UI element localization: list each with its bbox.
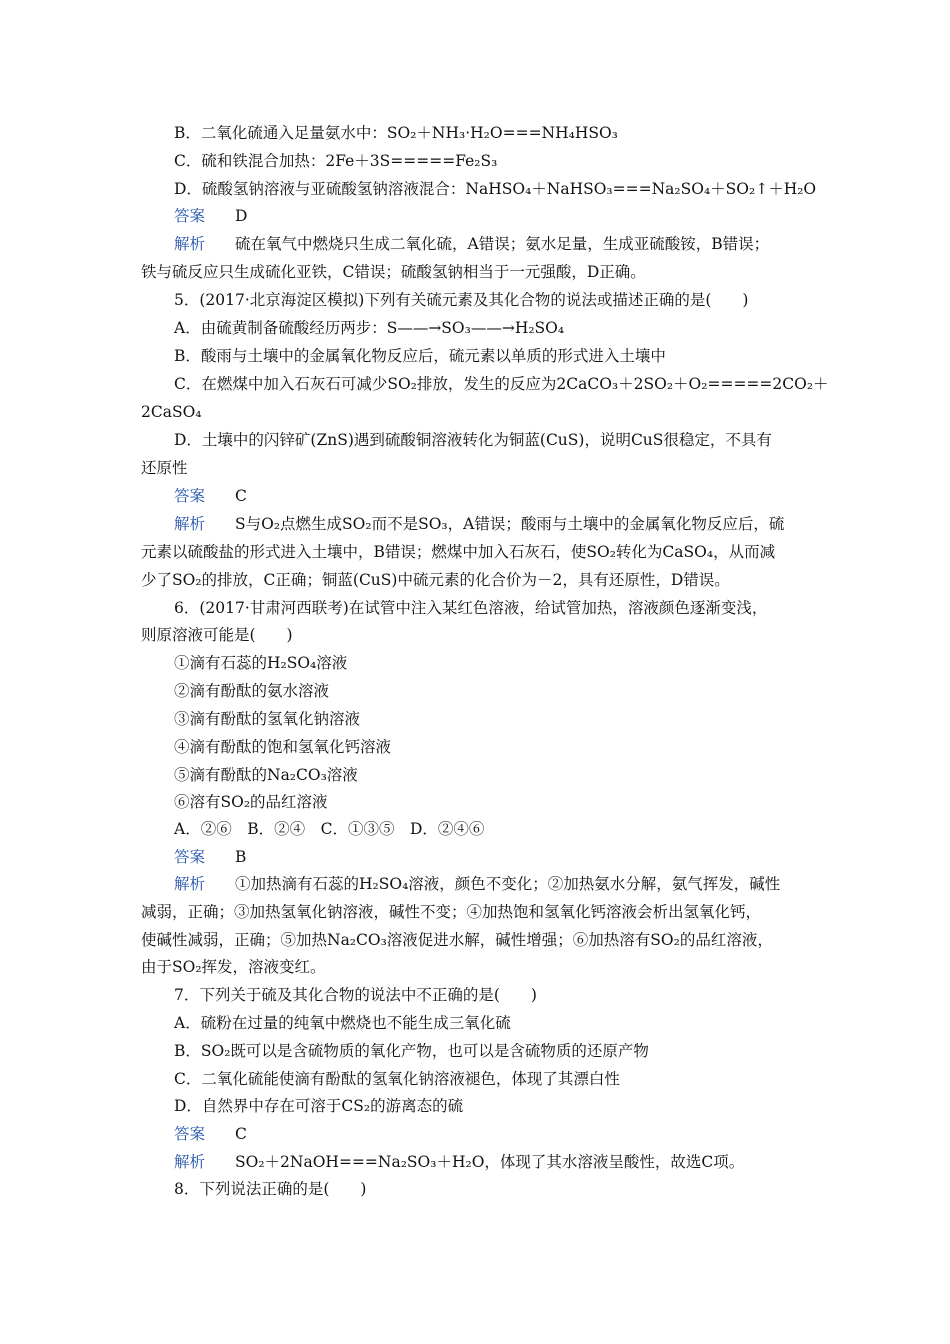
analysis-key: 解析 (174, 1153, 206, 1171)
analysis-key: 解析 (174, 235, 206, 253)
option-a: A．硫粉在过量的纯氧中燃烧也不能生成三氧化硫 (174, 1014, 511, 1032)
analysis-continued: 少了SO₂的排放，C正确；铜蓝(CuS)中硫元素的化合价为－2，具有还原性，D错误。 (141, 571, 730, 589)
option-c: C．在燃煤中加入石灰石可减少SO₂排放，发生的反应为2CaCO₃＋2SO₂＋O₂=====2CO₂＋ (174, 375, 829, 393)
choice-item: ②滴有酚酞的氨水溶液 (174, 682, 330, 700)
answer-line: 答案 D (174, 207, 248, 225)
option-d-continued: 还原性 (141, 459, 188, 477)
option-c: C．硫和铁混合加热：2Fe＋3S=====Fe₂S₃ (174, 152, 498, 170)
choice-item: ⑥溶有SO₂的品红溶液 (174, 793, 328, 811)
option-c: C．二氧化硫能使滴有酚酞的氢氧化钠溶液褪色，体现了其漂白性 (174, 1070, 620, 1088)
answer-key: 答案 (174, 848, 206, 866)
option-b: B．SO₂既可以是含硫物质的氧化产物，也可以是含硫物质的还原产物 (174, 1042, 649, 1060)
analysis-continued: 铁与硫反应只生成硫化亚铁，C错误；硫酸氢钠相当于一元强酸，D正确。 (141, 263, 646, 281)
question-5: 5．(2017·北京海淀区模拟)下列有关硫元素及其化合物的说法或描述正确的是( ) (174, 291, 749, 309)
option-c-continued: 2CaSO₄ (141, 403, 202, 421)
answer-line: 答案 C (174, 1125, 247, 1143)
options-row: A．②⑥ B．②④ C．①③⑤ D．②④⑥ (174, 820, 485, 838)
option-d: D．土壤中的闪锌矿(ZnS)遇到硫酸铜溶液转化为铜蓝(CuS)，说明CuS很稳定，不具有 (174, 431, 772, 449)
analysis-key: 解析 (174, 515, 206, 533)
answer-key: 答案 (174, 487, 206, 505)
answer-line: 答案 C (174, 487, 247, 505)
analysis-continued: 元素以硫酸盐的形式进入土壤中，B错误；燃煤中加入石灰石，使SO₂转化为CaSO₄，从而减 (141, 543, 776, 561)
option-b: B．酸雨与土壤中的金属氧化物反应后，硫元素以单质的形式进入土壤中 (174, 347, 666, 365)
question-8: 8．下列说法正确的是( ) (174, 1180, 367, 1198)
choice-item: ①滴有石蕊的H₂SO₄溶液 (174, 654, 348, 672)
analysis-line: 解析 SO₂＋2NaOH===Na₂SO₃＋H₂O，体现了其水溶液呈酸性，故选C项。 (174, 1153, 745, 1171)
choice-item: ④滴有酚酞的饱和氢氧化钙溶液 (174, 738, 392, 756)
option-d: D．硫酸氢钠溶液与亚硫酸氢钠溶液混合：NaHSO₄＋NaHSO₃===Na₂SO₄＋SO₂↑＋H₂O (174, 180, 817, 198)
answer-key: 答案 (174, 1125, 206, 1143)
option-a: A．由硫黄制备硫酸经历两步：S——→SO₃——→H₂SO₄ (174, 319, 565, 337)
choice-item: ⑤滴有酚酞的Na₂CO₃溶液 (174, 766, 358, 784)
option-d: D．自然界中存在可溶于CS₂的游离态的硫 (174, 1097, 464, 1115)
analysis-line: 解析 ①加热滴有石蕊的H₂SO₄溶液，颜色不变化；②加热氨水分解，氨气挥发，碱性 (174, 875, 781, 893)
choice-item: ③滴有酚酞的氢氧化钠溶液 (174, 710, 361, 728)
answer-line: 答案 B (174, 848, 247, 866)
question-6: 6．(2017·甘肃河西联考)在试管中注入某红色溶液，给试管加热，溶液颜色逐渐变浅， (174, 599, 768, 617)
analysis-key: 解析 (174, 875, 206, 893)
analysis-continued: 由于SO₂挥发，溶液变红。 (141, 958, 326, 976)
analysis-line: 解析 S与O₂点燃生成SO₂而不是SO₃，A错误；酸雨与土壤中的金属氧化物反应后，硫 (174, 515, 785, 533)
question-7: 7．下列关于硫及其化合物的说法中不正确的是( ) (174, 986, 537, 1004)
analysis-line: 解析 硫在氧气中燃烧只生成二氧化硫，A错误；氨水足量，生成亚硫酸铵，B错误； (174, 235, 770, 253)
analysis-continued: 减弱，正确；③加热氢氧化钠溶液，碱性不变；④加热饱和氢氧化钙溶液会析出氢氧化钙， (141, 903, 762, 921)
answer-key: 答案 (174, 207, 206, 225)
analysis-continued: 使碱性减弱，正确；⑤加热Na₂CO₃溶液促进水解，碱性增强；⑥加热溶有SO₂的品红溶液， (141, 931, 773, 949)
question-6-continued: 则原溶液可能是( ) (141, 626, 293, 644)
option-b: B．二氧化硫通入足量氨水中：SO₂＋NH₃·H₂O===NH₄HSO₃ (174, 124, 618, 142)
